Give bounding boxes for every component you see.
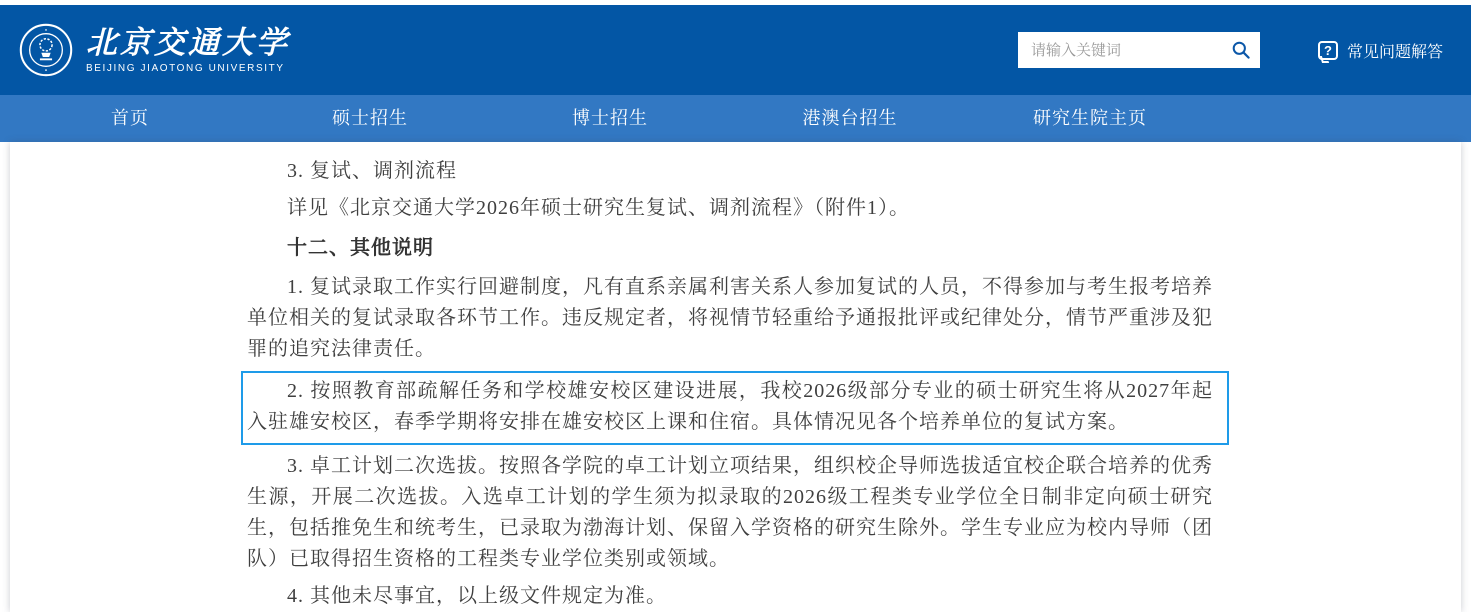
search-icon[interactable]	[1231, 40, 1251, 60]
section-heading: 十二、其他说明	[287, 237, 434, 259]
header-right	[1018, 32, 1443, 68]
paragraph-4: 4. 其他未尽事宜，以上级文件规定为准。	[287, 585, 667, 607]
nav-item-phd[interactable]: 博士招生	[572, 108, 648, 128]
question-icon: ?	[1318, 41, 1338, 60]
flow-detail-line: 详见《北京交通大学2026年硕士研究生复试、调剂流程》（附件1）。	[287, 197, 910, 219]
university-name-en: BEIJING JIAOTONG UNIVERSITY	[86, 63, 285, 74]
content-card	[10, 142, 1461, 612]
faq-label: 常见问题解答	[1346, 43, 1443, 61]
university-name-zh: 北京交通大学	[86, 25, 290, 61]
search-box	[1018, 32, 1260, 68]
faq-link[interactable]	[1318, 39, 1443, 62]
search-input[interactable]	[1018, 32, 1260, 68]
paragraph-1: 1. 复试录取工作实行回避制度，凡有直系亲属利害关系人参加复试的人员，不得参加与考生报考培养单位相关的复试录取各环节工作。违反规定者，将视情节轻重给予通报批评或纪律处分，情节严重涉及犯罪的追究法律责任。	[247, 276, 1213, 360]
nav-item-masters[interactable]: 硕士招生	[332, 108, 408, 128]
highlighted-notice-box	[241, 371, 1229, 445]
university-logo[interactable]	[18, 22, 290, 78]
nav-item-hmt[interactable]: 港澳台招生	[802, 108, 898, 128]
main-nav	[0, 95, 1471, 142]
nav-item-gradschool[interactable]: 研究生院主页	[1033, 108, 1147, 128]
nav-item-home[interactable]: 首页	[111, 108, 149, 128]
university-name	[86, 26, 290, 74]
document-body	[247, 142, 1213, 612]
university-seal-icon	[18, 22, 74, 78]
paragraph-2-highlighted: 2. 按照教育部疏解任务和学校雄安校区建设进展，我校2026级部分专业的硕士研究生将从2027年起入驻雄安校区，春季学期将安排在雄安校区上课和住宿。具体情况见各个培养单位的复试方案。	[247, 380, 1213, 433]
site-header	[0, 5, 1471, 95]
flow-title-line: 3. 复试、调剂流程	[287, 160, 457, 182]
paragraph-3: 3. 卓工计划二次选拔。按照各学院的卓工计划立项结果，组织校企导师选拔适宜校企联合培养的优秀生源，开展二次选拔。入选卓工计划的学生须为拟录取的2026级工程类专业学位全日制非定向硕士研究生，包括推免生和统考生，已录取为渤海计划、保留入学资格的研究生除外。学生专业应为校内导师（团队）已取得招生资格的工程类专业学位类别或领域。	[247, 455, 1213, 570]
